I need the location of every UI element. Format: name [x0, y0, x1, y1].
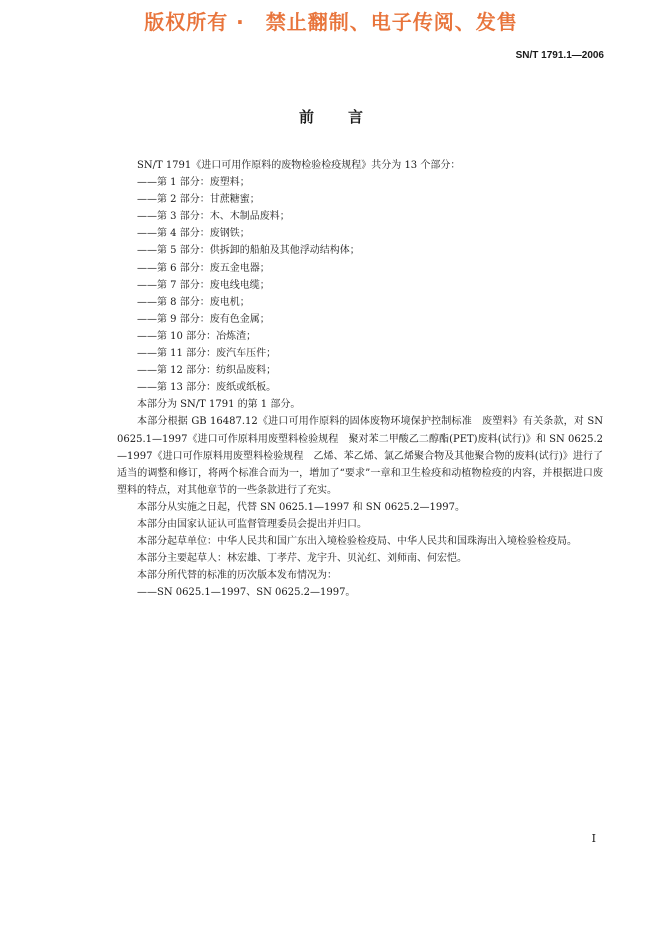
- drafting-units-paragraph: 本部分起草单位：中华人民共和国广东出入境检验检疫局、中华人民共和国珠海出入境检验检疫局。: [137, 536, 577, 548]
- standard-code: SN/T 1791.1—2006: [515, 50, 604, 61]
- list-item: ——第 12 部分：纺织品废料；: [137, 365, 277, 377]
- list-item: ——第 7 部分：废电线电缆；: [137, 279, 270, 291]
- list-item: ——第 2 部分：甘蔗糖蜜；: [137, 194, 260, 206]
- proposer-paragraph: 本部分由国家认证认可监督管理委员会提出并归口。: [137, 518, 367, 530]
- document-body: [117, 157, 603, 601]
- intro-paragraph: SN/T 1791《进口可用作原料的废物检验检疫规程》共分为 13 个部分：: [137, 160, 461, 171]
- list-item: ——第 8 部分：废电机；: [137, 296, 250, 308]
- revision-paragraph: 本部分根据 GB 16487.12《进口可用作原料的固体废物环境保护控制标准 废塑料》有关条款，对 SN 0625.1—1997《进口可作原料用废塑料检验规程 聚对苯二甲酸乙二醇酯(PET)废料(试行)》和 SN 0625.2—1997《进口可作原料用废塑料检验规程 乙烯、苯乙烯、氯乙烯聚合物及其他聚合物的废料(试行)》进行了适当的调整和修订，将两个标准合而为一，增加了“要求”一章和卫生检疫和动植物检疫的内容，并根据进口废塑料的特点，对其他章节的一些条款进行了充实。: [117, 416, 603, 496]
- drafters-paragraph: 本部分主要起草人：林宏雄、丁孝芹、龙宇升、贝沁红、刘师南、何宏恺。: [137, 553, 467, 565]
- copyright-watermark: 版权所有 · 禁止翻制、电子传阅、发售: [144, 10, 518, 34]
- list-item: ——第 1 部分：废塑料；: [137, 177, 250, 189]
- list-item: ——第 9 部分：废有色金属；: [137, 313, 270, 325]
- list-item: ——第 13 部分：废纸或纸板。: [137, 382, 277, 394]
- list-item: ——第 3 部分：木、木制品废料；: [137, 211, 290, 223]
- part-statement: 本部分为 SN/T 1791 的第 1 部分。: [137, 399, 301, 411]
- replacement-paragraph: 本部分从实施之日起，代替 SN 0625.1—1997 和 SN 0625.2—1997。: [137, 501, 465, 513]
- page-title: 前言: [298, 108, 397, 126]
- list-item: ——第 6 部分：废五金电器；: [137, 262, 270, 274]
- list-item: ——第 5 部分：供拆卸的船舶及其他浮动结构体；: [137, 245, 360, 257]
- page-number: I: [591, 832, 596, 845]
- list-item: ——第 10 部分：冶炼渣；: [137, 330, 257, 342]
- history-item: ——SN 0625.1—1997、SN 0625.2—1997。: [137, 587, 356, 599]
- history-intro-paragraph: 本部分所代替的标准的历次版本发布情况为：: [137, 570, 337, 582]
- list-item: ——第 4 部分：废钢铁；: [137, 228, 250, 240]
- list-item: ——第 11 部分：废汽车压件；: [137, 348, 277, 360]
